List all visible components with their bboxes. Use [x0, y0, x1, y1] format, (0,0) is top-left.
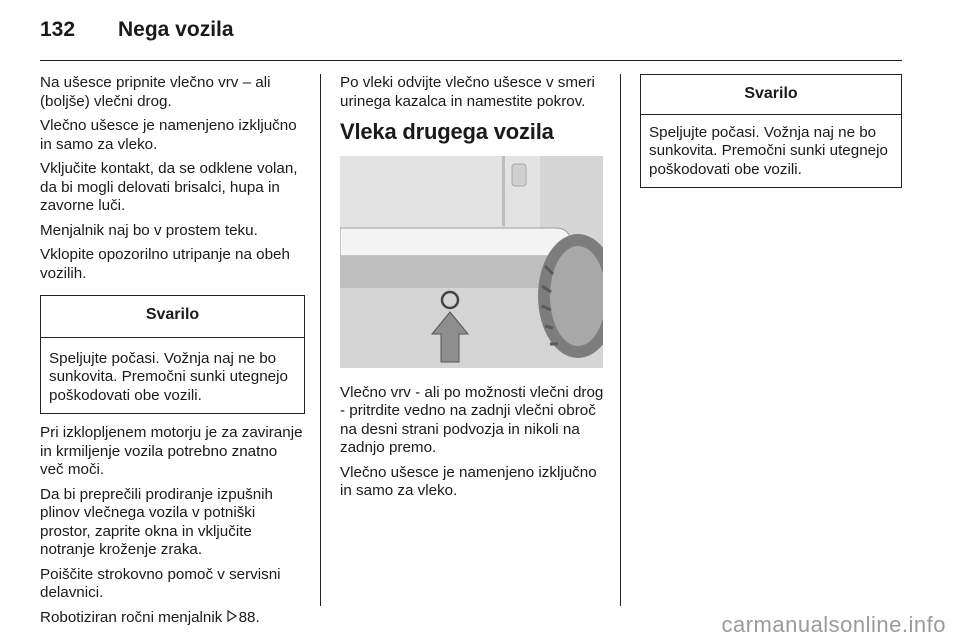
paragraph: Vključite kontakt, da se odklene volan, da bi mogli delovati brisalci, hupa in zavorne luči. — [40, 160, 298, 214]
towing-eye-illustration — [340, 156, 603, 368]
page-header — [40, 12, 902, 52]
paragraph: Vlečno ušesce je namenjeno izključno in samo za vleko. — [340, 463, 597, 499]
paragraph: Na ušesce pripnite vlečno vrv – ali (boljše) vlečni drog. — [40, 74, 271, 110]
page-title: Nega vozila — [118, 18, 234, 41]
paragraph: Vlečno ušesce je namenjeno izključno in samo za vleko. — [40, 117, 297, 153]
section-heading: Vleka drugega vozila — [340, 119, 554, 144]
paragraph: Vklopite opozorilno utripanje na obeh vozilih. — [40, 246, 290, 282]
column-2 — [340, 74, 605, 507]
warning-box — [640, 74, 902, 188]
column-divider-1 — [320, 74, 321, 606]
xref-page: 88. — [238, 608, 260, 626]
warning-text: Speljujte počasi. Vožnja naj ne bo sunkovita. Premočni sunki utegnejo poškodovati obe vozili. — [49, 349, 288, 404]
warning-text: Speljujte počasi. Vožnja naj ne bo sunkovita. Premočni sunki utegnejo poškodovati obe vozili. — [649, 123, 888, 178]
cross-reference[interactable] — [40, 609, 305, 628]
paragraph: Da bi preprečili prodiranje izpušnih plinov vlečnega vozila v potniški prostor, zaprite okna in vključite notranje kroženje zraka. — [40, 485, 273, 558]
paragraph: Poiščite strokovno pomoč v servisni delavnici. — [40, 565, 281, 601]
paragraph: Menjalnik naj bo v prostem teku. — [40, 221, 258, 239]
arrow-right-icon — [227, 609, 237, 628]
column-divider-2 — [620, 74, 621, 606]
column-1 — [40, 74, 305, 633]
xref-text: Robotiziran ročni menjalnik — [40, 608, 223, 626]
warning-title: Svarilo — [41, 296, 304, 338]
page-number: 132 — [40, 18, 76, 41]
warning-title: Svarilo — [641, 75, 901, 115]
warning-box — [40, 295, 305, 414]
header-divider — [40, 60, 902, 61]
paragraph: Pri izklopljenem motorju je za zaviranje in krmiljenje vozila potrebno znatno več moči. — [40, 424, 303, 478]
paragraph: Po vleki odvijte vlečno ušesce v smeri urinega kazalca in namestite pokrov. — [340, 74, 595, 110]
paragraph: Vlečno vrv - ali po možnosti vlečni drog - pritrdite vedno na zadnji vlečni obroč na desni strani podvozja in nikoli na zadnjo premo. — [340, 383, 604, 456]
watermark: carmanualsonline.info — [721, 612, 946, 637]
column-3 — [640, 74, 902, 198]
